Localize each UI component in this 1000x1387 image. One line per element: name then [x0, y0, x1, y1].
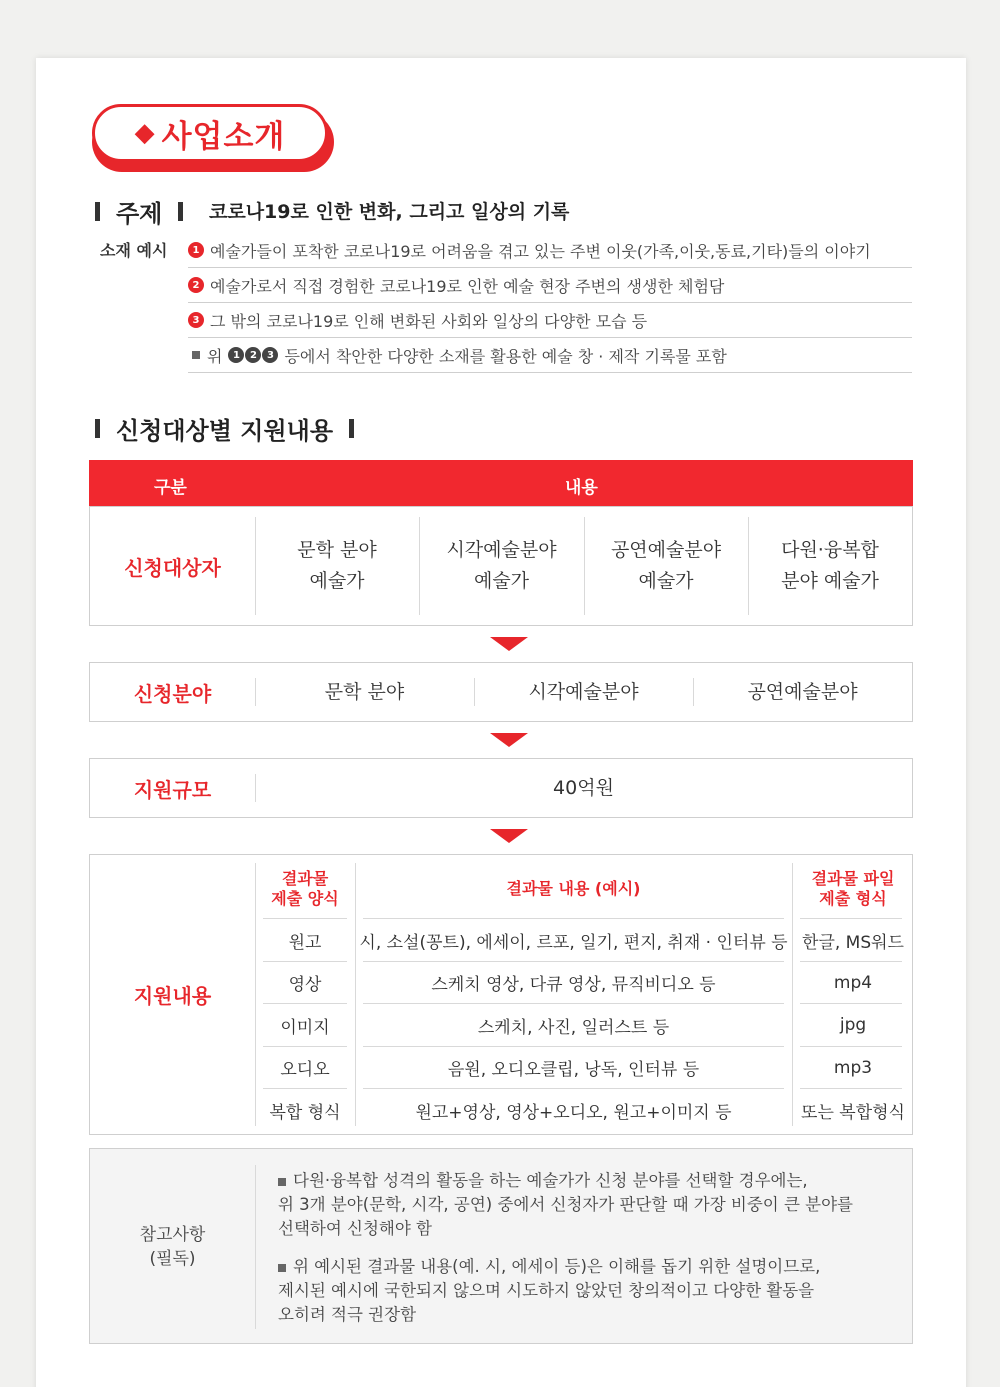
- note-line: 오히려 적극 권장함: [278, 1305, 417, 1324]
- applicant-multidisciplinary: [748, 507, 912, 625]
- notes-label: [90, 1149, 255, 1345]
- note-line: 위 예시된 결과물 내용(예. 시, 에세이 등)은 이해를 돕기 위한 설명이므로,: [293, 1257, 821, 1276]
- applicant-line: 시각예술분야: [446, 539, 557, 561]
- table-row-examples: 원고+영상, 영상+오디오, 원고+이미지 등: [415, 1103, 732, 1123]
- table-row-file: mp3: [833, 1057, 873, 1078]
- list-item: [188, 338, 912, 373]
- example-text: 그 밖의 코로나19로 인해 변화된 사회와 일상의 다양한 모습 등: [210, 311, 648, 331]
- number-one-icon: 1: [228, 347, 244, 363]
- fields-label: 신청분야: [133, 681, 212, 706]
- scale-row: [89, 758, 913, 818]
- arrow-down-icon: [490, 733, 528, 747]
- note-item: [278, 1255, 898, 1327]
- examples-label: 소재 예시: [100, 241, 168, 260]
- table-row-format: 오디오: [280, 1060, 330, 1080]
- header-line: 제출 형식: [819, 889, 887, 908]
- applicant-visual-arts: [419, 507, 584, 625]
- table-row-examples: 시, 소설(꽁트), 에세이, 르포, 일기, 편지, 취재 · 인터뷰 등: [359, 932, 788, 953]
- header-category: 구분: [154, 478, 187, 498]
- support-heading-text: 신청대상별 지원내용: [116, 417, 334, 445]
- note-line: 위 3개 분야(문학, 시각, 공연) 중에서 신청자가 판단할 때 가장 비중이 큰 분야를: [278, 1195, 853, 1214]
- content-table: [89, 854, 913, 1135]
- header-line: 결과물: [281, 869, 329, 888]
- header-line: 제출 양식: [271, 889, 339, 908]
- bar-icon: [349, 419, 354, 438]
- arrow-down-icon: [490, 829, 528, 843]
- notes-label-line: 참고사항: [139, 1225, 206, 1245]
- list-item: [188, 233, 912, 268]
- topic-heading-text: 주제: [116, 200, 163, 228]
- support-heading: [95, 411, 354, 446]
- example-text: 예술가들이 포착한 코로나19로 어려움을 겪고 있는 주변 이웃(가족,이웃,동료,기타)들의 이야기: [210, 241, 871, 261]
- note-line: 다원·융복합 성격의 활동을 하는 예술가가 신청 분야를 선택할 경우에는,: [293, 1171, 808, 1190]
- note-line: 선택하여 신청해야 함: [278, 1219, 432, 1238]
- number-one-icon: 1: [188, 242, 204, 258]
- number-two-icon: 2: [188, 277, 204, 293]
- header-line: 결과물 파일: [811, 869, 895, 888]
- header-content: 내용: [565, 478, 598, 498]
- field-performing-arts: 공연예술분야: [747, 680, 858, 703]
- table-row-format: 복합 형식: [269, 1103, 341, 1123]
- applicant-line: 분야 예술가: [781, 570, 879, 592]
- applicant-line: 예술가: [309, 570, 365, 592]
- applicant-line: 다원·융복합: [781, 539, 879, 561]
- applicant-literature: [255, 507, 419, 625]
- fields-row: [89, 662, 913, 722]
- table-row-file: 한글, MS워드: [802, 932, 904, 953]
- page-title: [92, 104, 328, 162]
- arrow-down-icon: [490, 637, 528, 651]
- applicant-performing-arts: [584, 507, 748, 625]
- list-item: [188, 303, 912, 338]
- notes-box: [89, 1148, 913, 1344]
- applicant-line: 문학 분야: [297, 539, 377, 561]
- topic-text: 코로나19로 인한 변화, 그리고 일상의 기록: [209, 201, 570, 223]
- extra-text: 등에서 착안한 다양한 소재를 활용한 예술 창 · 제작 기록물 포함: [284, 346, 727, 366]
- table-row-format: 영상: [288, 975, 322, 995]
- table-row-file: 또는 복합형식: [801, 1103, 905, 1123]
- square-bullet-icon: [192, 351, 200, 359]
- table-header: [89, 460, 913, 506]
- diamond-icon: ◆: [134, 118, 156, 148]
- table-row-examples: 스케치 영상, 다큐 영상, 뮤직비디오 등: [431, 975, 716, 995]
- table-row-format: 원고: [288, 932, 322, 953]
- applicants-label: 신청대상자: [124, 555, 221, 580]
- note-item: [278, 1169, 898, 1241]
- number-two-icon: 2: [245, 347, 261, 363]
- table-row-examples: 스케치, 사진, 일러스트 등: [477, 1017, 670, 1038]
- bar-icon: [178, 202, 183, 221]
- applicant-line: 공연예술분야: [610, 539, 722, 561]
- field-literature: 문학 분야: [324, 680, 405, 703]
- number-three-icon: 3: [262, 347, 278, 363]
- table-row-file: jpg: [839, 1015, 867, 1035]
- applicant-line: 예술가: [473, 570, 530, 592]
- applicants-row: [89, 506, 913, 626]
- bar-icon: [95, 419, 100, 438]
- notes-label-line: (필독): [149, 1249, 196, 1269]
- bar-icon: [95, 202, 100, 221]
- list-item: [188, 268, 912, 303]
- number-three-icon: 3: [188, 312, 204, 328]
- field-visual-arts: 시각예술분야: [528, 680, 639, 703]
- examples-header: 결과물 내용 (예시): [506, 879, 641, 898]
- page-title-text: 사업소개: [161, 118, 286, 155]
- table-row-file: mp4: [833, 972, 873, 993]
- table-row-format: 이미지: [280, 1017, 330, 1038]
- square-bullet-icon: [278, 1178, 286, 1186]
- table-row-examples: 음원, 오디오클립, 낭독, 인터뷰 등: [447, 1060, 700, 1080]
- square-bullet-icon: [278, 1264, 286, 1272]
- scale-label: 지원규모: [133, 777, 212, 802]
- example-text: 예술가로서 직접 경험한 코로나19로 인한 예술 현장 주변의 생생한 체험담: [210, 276, 725, 296]
- format-header: [255, 869, 355, 909]
- file-header: [792, 869, 914, 909]
- extra-prefix: 위: [207, 346, 223, 366]
- scale-value: 40억원: [553, 776, 614, 799]
- note-line: 제시된 예시에 국한되지 않으며 시도하지 않았던 창의적이고 다양한 활동을: [278, 1281, 815, 1300]
- applicant-line: 예술가: [638, 570, 694, 592]
- content-label: 지원내용: [133, 984, 212, 1008]
- topic-heading: [95, 194, 183, 229]
